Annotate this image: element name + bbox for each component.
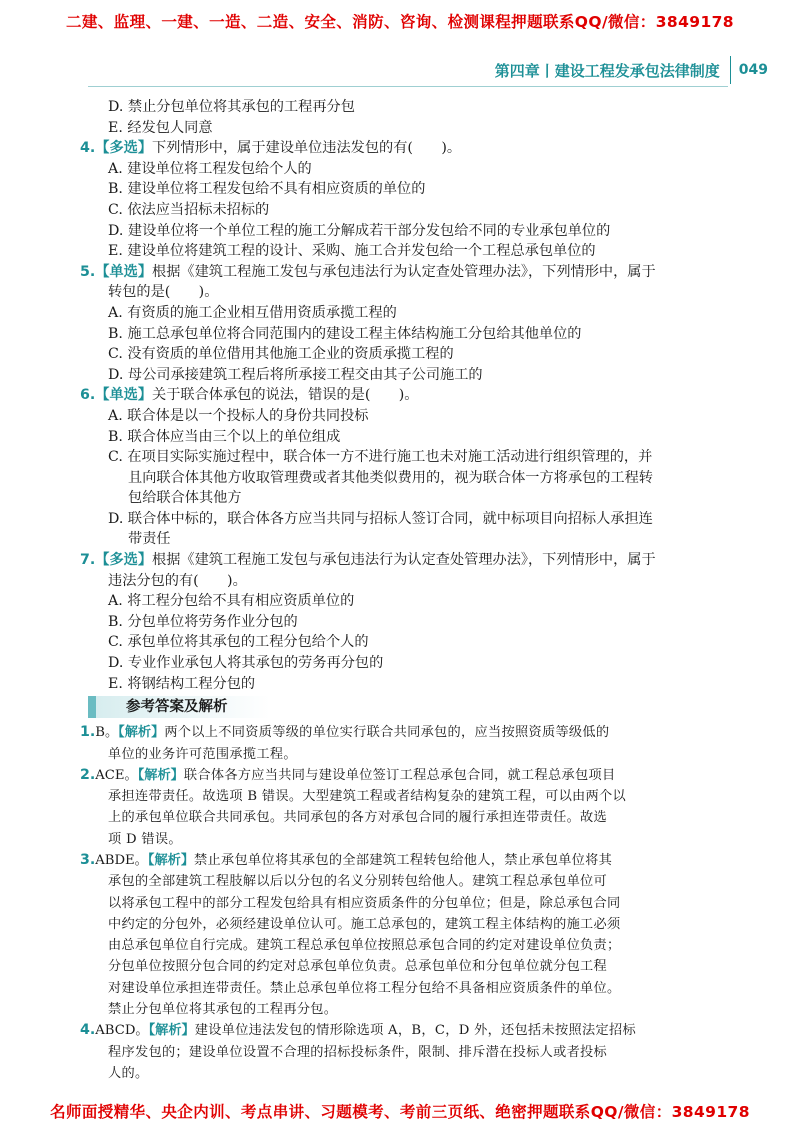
chapter-title: 第四章丨建设工程发承包法律制度: [494, 61, 720, 80]
continuation-line: 带责任: [128, 531, 171, 548]
option-line: 违法分包的有( )。: [108, 572, 247, 589]
analysis-text: 承担连带责任。故选项 B 错误。大型建筑工程或者结构复杂的建筑工程，可以由两个以: [108, 789, 627, 805]
analysis-text: 人的。: [108, 1065, 149, 1081]
answer-list: [80, 722, 728, 1084]
option-line: E. 建设单位将建筑工程的设计、采购、施工合并发包给一个工程总承包单位的: [108, 243, 596, 260]
answer-key: ACE。: [95, 767, 138, 783]
answer-number: 1.: [80, 724, 96, 741]
answer-section-header: [88, 696, 348, 718]
answer-key: ABDE。: [95, 853, 148, 868]
option-line: A. 联合体是以一个投标人的身份共同投标: [108, 407, 369, 424]
option-line: B. 建设单位将工程发包给不具有相应资质的单位的: [108, 181, 426, 198]
analysis-line: [88, 893, 728, 914]
analysis-line: [88, 1042, 728, 1063]
answer-key: ABCD。: [95, 1023, 149, 1039]
question-type-tag: 【多选】: [95, 140, 153, 157]
option-line: B. 施工总承包单位将合同范围内的建设工程主体结构施工分包给其他单位的: [108, 325, 582, 342]
section-marker: [88, 696, 96, 718]
analysis-tag: 【解析】: [137, 767, 184, 783]
page-content: [80, 97, 728, 1084]
option-line: B. 联合体应当由三个以上的单位组成: [108, 428, 341, 445]
question-text: 下列情形中，属于建设单位违法发包的有( )。: [152, 140, 462, 157]
analysis-text: 两个以上不同资质等级的单位实行联合共同承包的，应当按照资质等级低的: [164, 725, 610, 741]
analysis-text: 分包单位按照分包合同的约定对总承包单位负责。总承包单位和分包单位就分包工程: [108, 959, 608, 975]
analysis-text: 项 D 错误。: [108, 831, 182, 847]
question-text: 根据《建筑工程施工发包与承包违法行为认定查处管理办法》，下列情形中，属于: [152, 552, 656, 569]
answer-number: 2.: [80, 766, 96, 783]
analysis-text: 程序发包的；建设单位设置不合理的招标投标条件，限制、排斥潜在投标人或者投标: [108, 1044, 608, 1060]
answer-item: [80, 1020, 728, 1084]
analysis-text: 以将承包工程中的部分工程发包给具有相应资质条件的分包单位；但是，除总承包合同: [108, 895, 621, 911]
option-line: A. 有资质的施工企业相互借用资质承揽工程的: [108, 304, 397, 321]
analysis-line: [88, 978, 728, 999]
question-number: 4.: [80, 140, 96, 157]
analysis-text: 承包的全部建筑工程肢解以后以分包的名义分别转包给他人。建筑工程总承包单位可: [108, 874, 608, 890]
analysis-text: 禁止分包单位将其承包的工程再分包。: [108, 1002, 338, 1018]
bottom-banner: 名师面授精华、央企内训、考点串讲、习题模考、考前三页纸、绝密押题联系QQ/微信：3849178: [50, 1103, 750, 1121]
analysis-text: 中约定的分包外，必须经建设单位认可。施工总承包的，建筑工程主体结构的施工必须: [108, 916, 621, 932]
analysis-line: [88, 871, 728, 892]
analysis-line: [88, 914, 728, 935]
analysis-text: 禁止承包单位将其承包的全部建筑工程转包给他人，禁止承包单位将其: [194, 853, 613, 868]
option-line: 转包的是( )。: [108, 284, 219, 301]
option-line: D. 禁止分包单位将其承包的工程再分包: [108, 99, 355, 115]
option-line: D. 专业作业承包人将其承包的劳务再分包的: [108, 655, 384, 672]
section-title: 参考答案及解析: [126, 698, 228, 715]
option-line: E. 将钢结构工程分包的: [108, 675, 256, 692]
analysis-line: [88, 956, 728, 977]
analysis-line: [88, 935, 728, 956]
option-line: C. 依法应当招标未招标的: [108, 201, 270, 218]
option-line: A. 将工程分包给不具有相应资质单位的: [108, 593, 355, 610]
analysis-text: 上的承包单位联合共同承包。共同承包的各方对承包合同的履行承担连带责任。故选: [108, 810, 608, 826]
answer-item: [80, 722, 728, 765]
question-list: [80, 97, 728, 694]
continuation-line: 包给联合体其他方: [128, 490, 242, 507]
answer-first-line: [80, 765, 728, 786]
question-stem: [80, 550, 728, 571]
analysis-text: 由总承包单位自行完成。建筑工程总承包单位按照总承包合同的约定对建设单位负责；: [108, 938, 621, 954]
top-banner: 二建、监理、一建、一造、二造、安全、消防、咨询、检测课程押题联系QQ/微信：3849178: [65, 13, 734, 31]
analysis-line: [88, 786, 728, 807]
option-line: B. 分包单位将劳务作业分包的: [108, 613, 298, 630]
analysis-text: 对建设单位承担连带责任。禁止总承包单位将工程分包给不具备相应资质条件的单位。: [108, 980, 621, 996]
analysis-line: [88, 829, 728, 850]
question-type-tag: 【单选】: [95, 387, 153, 404]
analysis-line: [88, 1063, 728, 1084]
analysis-line: [88, 999, 728, 1020]
question-stem: [80, 262, 728, 283]
option-line: C. 承包单位将其承包的工程分包给个人的: [108, 634, 369, 651]
continuation-line: 且向联合体其他方收取管理费或者其他类似费用的，视为联合体一方将承包的工程转: [128, 469, 653, 486]
option-line: D. 建设单位将一个单位工程的施工分解成若干部分发包给不同的专业承包单位的: [108, 222, 611, 239]
question-number: 6.: [80, 387, 96, 404]
answer-item: [80, 765, 728, 850]
analysis-text: 联合体各方应当共同与建设单位签订工程总承包合同，就工程总承包项目: [183, 767, 616, 783]
answer-first-line: [80, 850, 728, 871]
answer-first-line: [80, 1020, 728, 1041]
analysis-tag: 【解析】: [147, 853, 195, 868]
analysis-line: [88, 744, 728, 765]
option-line: A. 建设单位将工程发包给个人的: [108, 160, 312, 177]
answer-item: [80, 850, 728, 1020]
question-text: 关于联合体承包的说法，错误的是( )。: [152, 387, 419, 404]
question-number: 7.: [80, 552, 96, 569]
analysis-tag: 【解析】: [148, 1023, 195, 1039]
question-type-tag: 【多选】: [95, 552, 153, 569]
option-line: C. 没有资质的单位借用其他施工企业的资质承揽工程的: [108, 346, 454, 363]
page-header: [495, 55, 768, 85]
analysis-text: 单位的业务许可范围承揽工程。: [108, 746, 297, 762]
answer-number: 3.: [80, 852, 96, 868]
analysis-tag: 【解析】: [118, 725, 165, 741]
analysis-line: [88, 807, 728, 828]
question-number: 5.: [80, 263, 96, 280]
option-line: D. 母公司承接建筑工程后将所承接工程交由其子公司施工的: [108, 366, 483, 383]
analysis-text: 建设单位违法发包的情形除选项 A，B，C，D 外，还包括未按照法定招标: [194, 1023, 636, 1039]
header-rule: [88, 86, 728, 87]
option-line: C. 在项目实际实施过程中，联合体一方不进行施工也未对施工活动进行组织管理的，并: [108, 449, 653, 466]
page-number: 049: [738, 62, 768, 78]
answer-number: 4.: [80, 1022, 96, 1039]
question-stem: [80, 385, 728, 406]
option-line: D. 联合体中标的，联合体各方应当共同与招标人签订合同，就中标项目向招标人承担连: [108, 510, 653, 527]
answer-key: B。: [95, 725, 119, 741]
question-type-tag: 【单选】: [95, 263, 153, 280]
option-line: E. 经发包人同意: [108, 119, 213, 136]
answer-first-line: [80, 722, 728, 743]
question-stem: [80, 138, 728, 159]
question-text: 根据《建筑工程施工发包与承包违法行为认定查处管理办法》，下列情形中，属于: [152, 263, 656, 280]
